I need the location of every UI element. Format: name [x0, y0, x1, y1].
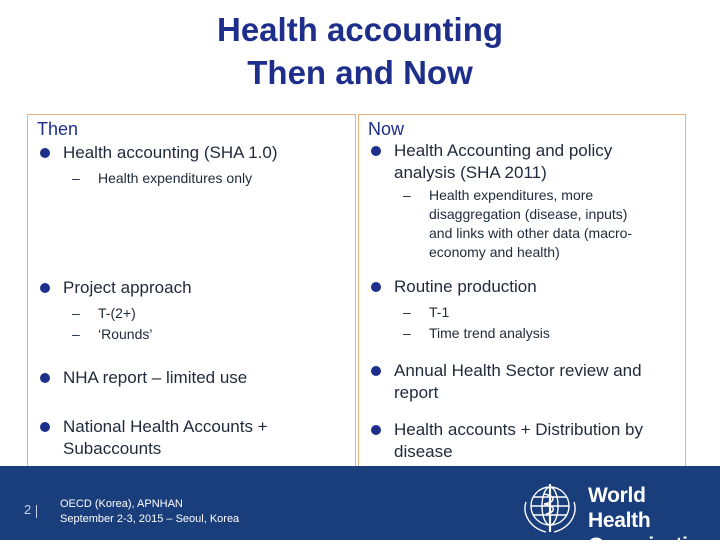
- now-bullet-4-line-2: disease: [394, 442, 453, 461]
- now-bullet-1-line-2: analysis (SHA 2011): [394, 163, 547, 182]
- page-separator: [36, 505, 37, 518]
- then-bullet-2: [37, 277, 192, 299]
- now-bullet-3: [368, 360, 642, 404]
- who-emblem-icon: [520, 480, 580, 536]
- now-heading: Now: [368, 119, 405, 139]
- then-sub-1-text: Health expenditures only: [98, 170, 253, 186]
- bullet-icon: [371, 425, 381, 435]
- then-bullet-4-line-1: National Health Accounts +: [63, 417, 268, 436]
- bullet-icon: [371, 366, 381, 376]
- now-sub-1-line-3: and links with other data (macro-: [429, 225, 633, 241]
- now-sub-3: [403, 324, 550, 343]
- footer-line-2: September 2-3, 2015 – Seoul, Korea: [60, 513, 240, 525]
- then-bullet-4-line-2: Subaccounts: [63, 439, 162, 458]
- now-bullet-2: [368, 276, 537, 298]
- now-sub-1-line-4: economy and health): [429, 244, 560, 260]
- dash-icon: –: [403, 304, 411, 320]
- who-wordmark: [588, 483, 713, 558]
- bullet-icon: [371, 146, 381, 156]
- now-sub-1: [403, 186, 632, 262]
- dash-icon: –: [72, 305, 80, 321]
- then-sub-3-text: ‘Rounds’: [98, 326, 153, 342]
- now-bullet-1-line-1: Health Accounting and policy: [394, 141, 613, 160]
- now-sub-1-line-2: disaggregation (disease, inputs): [429, 206, 628, 222]
- dash-icon: –: [403, 325, 411, 341]
- now-bullet-4-line-1: Health accounts + Distribution by: [394, 420, 643, 439]
- now-sub-2: [403, 303, 449, 322]
- bullet-icon: [40, 373, 50, 383]
- footer-text: [60, 497, 239, 527]
- then-sub-1: [72, 169, 252, 188]
- bullet-icon: [40, 148, 50, 158]
- dash-icon: –: [72, 170, 80, 186]
- now-sub-1-line-1: Health expenditures, more: [429, 187, 594, 203]
- title-line-2: Then and Now: [247, 54, 473, 91]
- who-wordmark-line-1: World Health: [588, 484, 651, 532]
- now-bullet-1: [368, 140, 612, 184]
- then-column: [27, 114, 356, 468]
- now-bullet-4: [368, 419, 643, 463]
- now-bullet-2-text: Routine production: [394, 277, 537, 296]
- bullet-icon: [40, 422, 50, 432]
- now-bullet-3-line-2: report: [394, 383, 439, 402]
- then-bullet-4: [37, 416, 268, 460]
- now-sub-2-text: T-1: [429, 304, 450, 320]
- bullet-icon: [371, 282, 381, 292]
- then-sub-2-text: T-(2+): [98, 305, 136, 321]
- then-sub-3: [72, 325, 152, 344]
- then-bullet-1-text: Health accounting (SHA 1.0): [63, 143, 278, 162]
- page-number: 2: [24, 502, 32, 517]
- who-logo: [520, 480, 713, 557]
- then-bullet-3-text: NHA report – limited use: [63, 368, 248, 387]
- slide-title: [0, 8, 720, 94]
- footer-line-1: OECD (Korea), APNHAN: [60, 498, 183, 510]
- title-line-1: Health accounting: [216, 11, 504, 48]
- now-column: [358, 114, 686, 468]
- then-bullet-3: [37, 367, 247, 389]
- dash-icon: –: [72, 326, 80, 342]
- who-wordmark-line-2: Organization: [588, 534, 713, 557]
- then-bullet-2-text: Project approach: [63, 278, 192, 297]
- then-heading: Then: [37, 119, 79, 139]
- bullet-icon: [40, 283, 50, 293]
- now-sub-3-text: Time trend analysis: [429, 325, 550, 341]
- then-bullet-1: [37, 142, 278, 164]
- then-sub-2: [72, 304, 136, 323]
- now-bullet-3-line-1: Annual Health Sector review and: [394, 361, 642, 380]
- dash-icon: –: [403, 187, 411, 203]
